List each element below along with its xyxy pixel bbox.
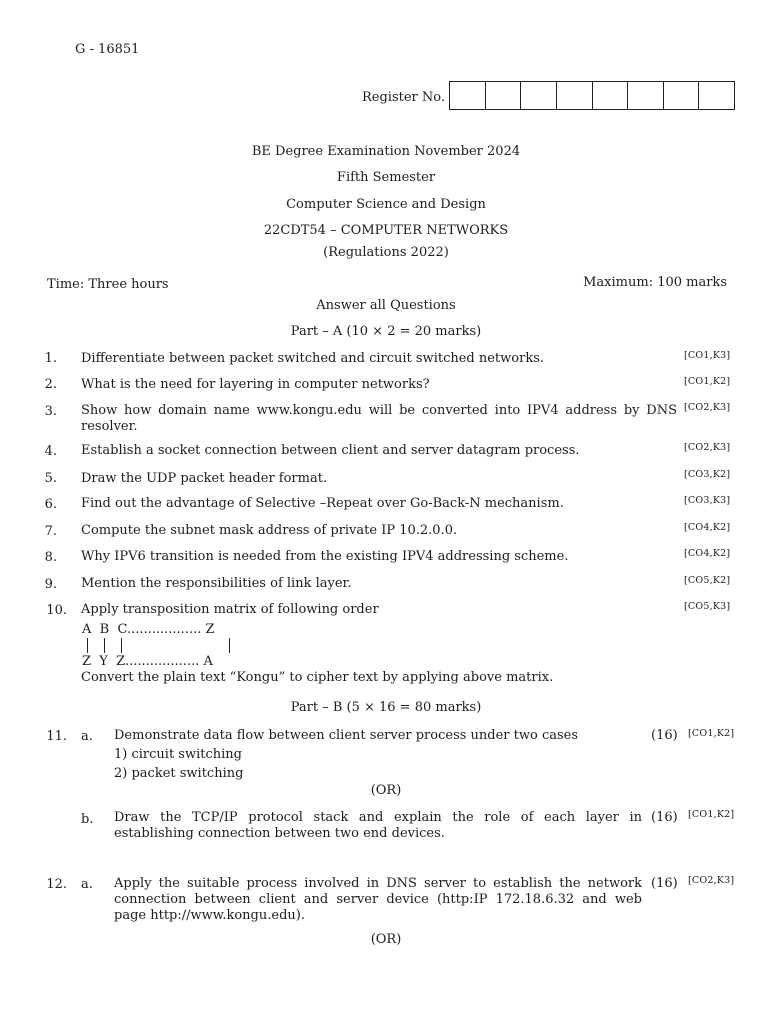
question-text: Demonstrate data flow between client server process under two cases	[114, 728, 579, 743]
co-tag: [CO1,K2]	[688, 728, 735, 739]
question-text: Differentiate between packet switched and circuit switched networks.	[81, 351, 545, 366]
matrix-connector-line	[121, 638, 122, 653]
register-cell	[486, 82, 522, 109]
question-number: 12.	[46, 877, 67, 892]
co-tag: [CO2,K3]	[688, 875, 735, 886]
part-a-title: Part – A (10 × 2 = 20 marks)	[290, 324, 482, 339]
question-number: 6.	[44, 497, 57, 512]
question-text: Establish a socket connection between client and server datagram process.	[81, 443, 580, 458]
question-text: Apply the suitable process involved in DNS server to establish the network connection between client and server device (http:IP 172.18.6.32 and web page http://www.kongu.edu).	[114, 876, 642, 923]
question-number: 10.	[46, 603, 67, 618]
question-followup: Convert the plain text “Kongu” to cipher text by applying above matrix.	[81, 670, 554, 685]
matrix-connector-line	[87, 638, 88, 653]
question-text: Draw the TCP/IP protocol stack and explain the role of each layer in establishing connection between two end devices.	[114, 810, 642, 841]
co-tag: [CO3,K2]	[684, 469, 731, 480]
option-label: a.	[81, 729, 93, 744]
co-tag: [CO3,K3]	[684, 495, 731, 506]
question-number: 11.	[46, 729, 67, 744]
register-cell	[664, 82, 700, 109]
register-cell	[628, 82, 664, 109]
register-number-boxes	[449, 81, 735, 110]
question-text: Compute the subnet mask address of private IP 10.2.0.0.	[81, 523, 458, 538]
co-tag: [CO2,K3]	[684, 402, 731, 413]
co-tag: [CO4,K2]	[684, 548, 731, 559]
register-cell	[557, 82, 593, 109]
maximum-marks: Maximum: 100 marks	[583, 275, 727, 290]
co-tag: [CO1,K2]	[688, 809, 735, 820]
branch: Computer Science and Design	[286, 197, 486, 212]
time-allowed: Time: Three hours	[47, 277, 169, 292]
register-cell	[450, 82, 486, 109]
question-text: What is the need for layering in computer networks?	[81, 377, 430, 392]
marks: (16)	[651, 876, 678, 891]
option-label: b.	[81, 812, 94, 827]
matrix-connector-line	[229, 638, 230, 653]
regulations: (Regulations 2022)	[323, 245, 449, 260]
paper-code: G - 16851	[75, 42, 140, 57]
matrix-connectors	[84, 638, 244, 654]
marks: (16)	[651, 810, 678, 825]
question-number: 4.	[44, 444, 57, 459]
or-separator: (OR)	[370, 932, 402, 947]
co-tag: [CO1,K3]	[684, 350, 731, 361]
co-tag: [CO2,K3]	[684, 442, 731, 453]
exam-title: BE Degree Examination November 2024	[251, 144, 521, 159]
list-item: 2) packet switching	[114, 766, 244, 781]
question-number: 2.	[44, 377, 57, 392]
question-text: Find out the advantage of Selective –Repeat over Go-Back-N mechanism.	[81, 496, 564, 511]
question-text: Why IPV6 transition is needed from the existing IPV4 addressing scheme.	[81, 549, 569, 564]
question-text: Show how domain name www.kongu.edu will be converted into IPV4 address by DNS resolver.	[81, 403, 677, 434]
register-cell	[593, 82, 629, 109]
matrix-connector-line	[104, 638, 105, 653]
register-cell	[521, 82, 557, 109]
register-cell	[699, 82, 734, 109]
matrix-top-row: A B C.................. Z	[82, 622, 215, 637]
semester: Fifth Semester	[336, 170, 436, 185]
co-tag: [CO5,K2]	[684, 575, 731, 586]
question-text: Mention the responsibilities of link layer.	[81, 576, 352, 591]
marks: (16)	[651, 728, 678, 743]
question-number: 5.	[44, 471, 57, 486]
list-item: 1) circuit switching	[114, 747, 242, 762]
question-number: 7.	[44, 524, 57, 539]
course-title: 22CDT54 – COMPUTER NETWORKS	[263, 223, 509, 238]
co-tag: [CO5,K3]	[684, 601, 731, 612]
co-tag: [CO1,K2]	[684, 376, 731, 387]
matrix-bottom-row: Z Y Z.................. A	[82, 654, 213, 669]
co-tag: [CO4,K2]	[684, 522, 731, 533]
instruction: Answer all Questions	[316, 298, 456, 313]
or-separator: (OR)	[370, 783, 402, 798]
question-text: Apply transposition matrix of following order	[81, 602, 379, 617]
question-number: 1.	[44, 351, 57, 366]
question-number: 9.	[44, 577, 57, 592]
part-b-title: Part – B (5 × 16 = 80 marks)	[290, 700, 482, 715]
question-text: Draw the UDP packet header format.	[81, 471, 328, 486]
question-number: 8.	[44, 550, 57, 565]
option-label: a.	[81, 877, 93, 892]
question-number: 3.	[44, 404, 57, 419]
register-label: Register No.	[362, 90, 446, 105]
